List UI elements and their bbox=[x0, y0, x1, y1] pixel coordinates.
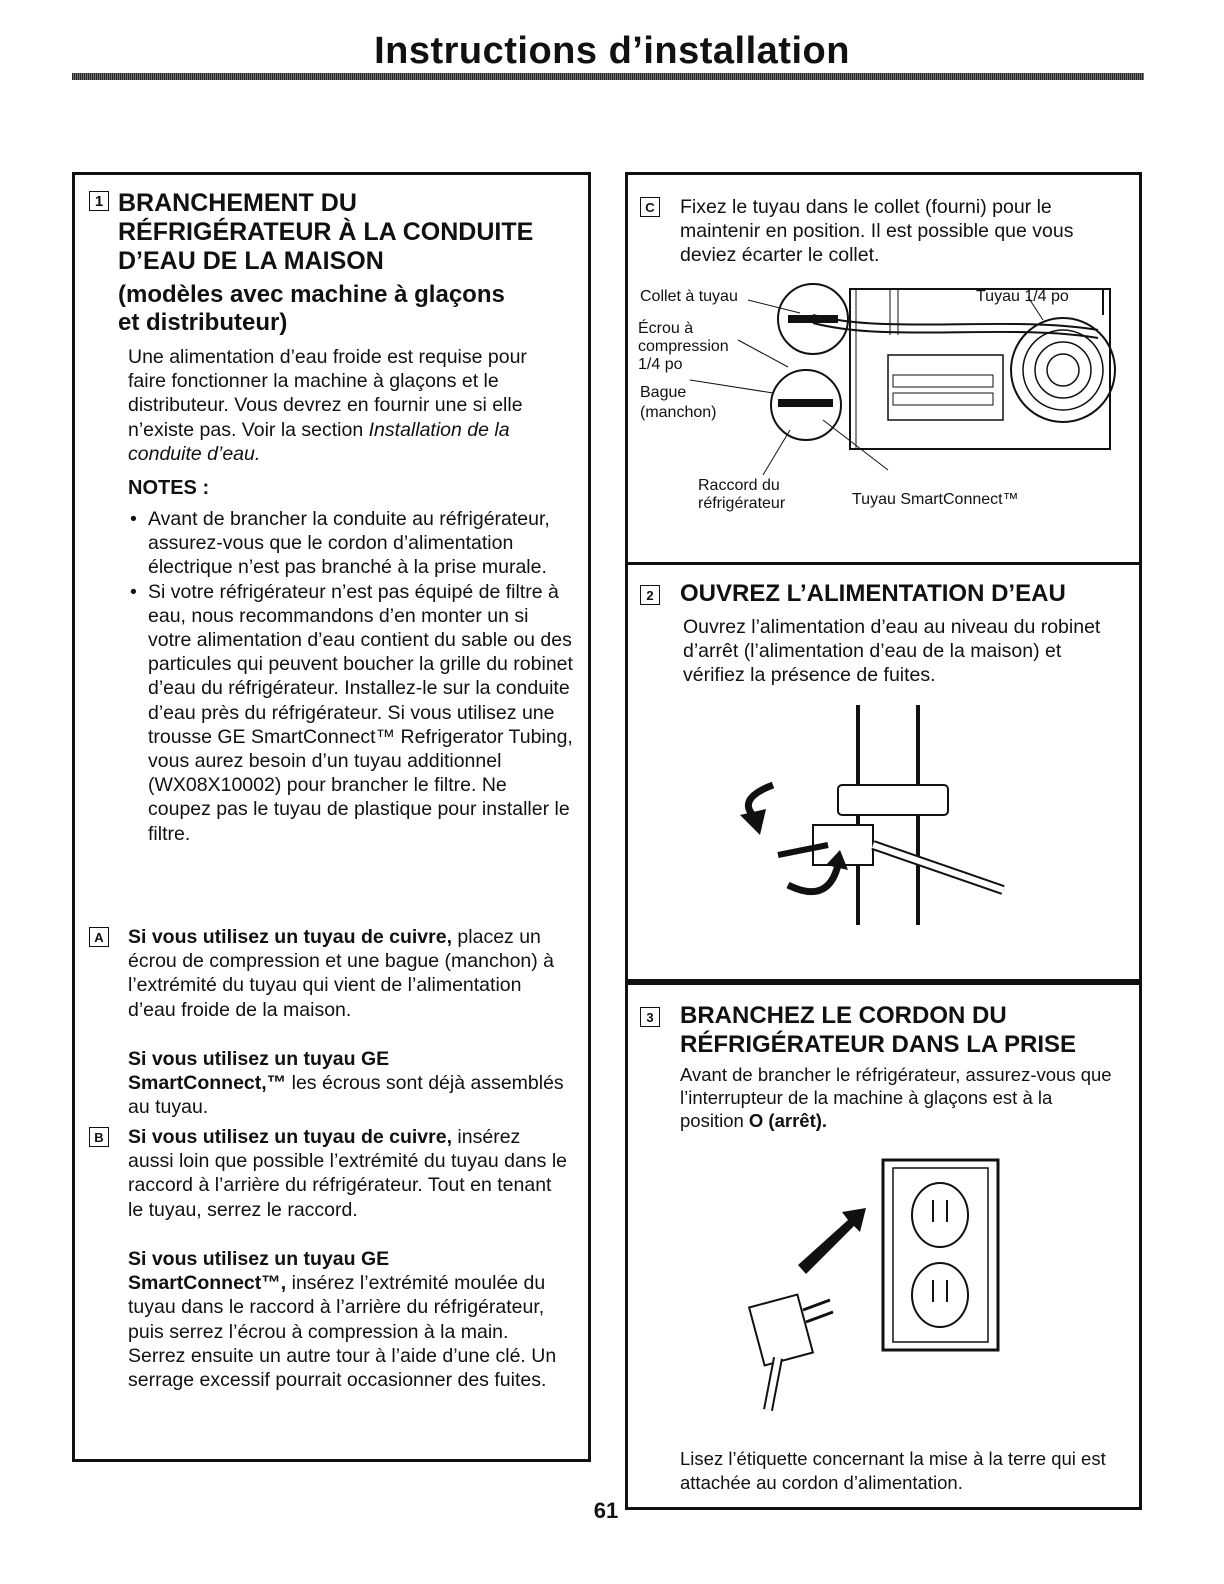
label-line: Raccord du bbox=[698, 477, 780, 494]
step-number: 2 bbox=[640, 585, 660, 605]
step-letter: B bbox=[89, 1127, 109, 1147]
section-water-connection bbox=[72, 172, 591, 1462]
notes-list bbox=[128, 507, 573, 846]
step-3-heading bbox=[680, 1001, 1140, 1059]
subheading-line: (modèles avec machine à glaçons bbox=[118, 281, 505, 308]
page-title: Instructions d’installation bbox=[374, 30, 850, 72]
notes-label: NOTES : bbox=[128, 477, 210, 499]
step-b-body: insérez aussi loin que possible l’extrémité du tuyau dans le raccord à l’arrière du réfrigérateur. Tout en tenant le tuyau, serrez le raccord. bbox=[128, 1126, 568, 1221]
step-c-text: Fixez le tuyau dans le collet (fourni) pour le maintenir en position. Il est possible que vous deviez écarter le collet. bbox=[680, 196, 1074, 267]
step-3-footer-text: Lisez l’étiquette concernant la mise à la terre qui est attachée au cordon d’alimentation. bbox=[680, 1448, 1106, 1493]
section-heading bbox=[118, 189, 578, 276]
step-b2-body: insérez l’extrémité moulée du tuyau dans le raccord à l’arrière du réfrigérateur, puis serrez l’écrou à compression à la main. Serrez ensuite un autre tour à l’aide d’une clé. Un serrage excessif pourrait occasionner des fuites. bbox=[128, 1272, 557, 1392]
step-b2-text bbox=[128, 1247, 568, 1392]
section-subheading bbox=[118, 281, 588, 337]
step-1-badge bbox=[89, 191, 109, 211]
label-bague bbox=[640, 383, 716, 423]
title-rule bbox=[72, 73, 1144, 80]
step-b-badge bbox=[89, 1127, 109, 1147]
step-a-bold: Si vous utilisez un tuyau de cuivre, bbox=[128, 926, 452, 948]
intro-reference: Installation de la conduite d’eau. bbox=[128, 418, 510, 465]
section-step-2 bbox=[625, 562, 1142, 982]
label-line: 1/4 po bbox=[638, 356, 683, 373]
step-a2-body: les écrous sont déjà assemblés au tuyau. bbox=[128, 1072, 564, 1119]
label-tuyau-14: Tuyau 1/4 po bbox=[976, 288, 1069, 305]
label-raccord bbox=[698, 477, 785, 513]
step-3-bold: O (arrêt). bbox=[748, 1110, 828, 1131]
step-3-text bbox=[680, 1063, 1120, 1132]
label-collet: Collet à tuyau bbox=[640, 288, 738, 305]
label-ecrou bbox=[638, 320, 729, 374]
intro-paragraph bbox=[128, 345, 566, 466]
heading-line: BRANCHEZ LE CORDON DU bbox=[680, 1002, 1007, 1029]
label-line: réfrigérateur bbox=[698, 495, 786, 512]
step-c-badge bbox=[640, 197, 660, 217]
outlet-illustration bbox=[738, 1150, 1028, 1430]
label-smartconnect: Tuyau SmartConnect™ bbox=[852, 491, 1019, 508]
step-a-body: placez un écrou de compression et une bague (manchon) à l’extrémité du tuyau qui vient de l’alimentation d’eau froide de la maison. bbox=[128, 926, 555, 1021]
step-b-text bbox=[128, 1125, 568, 1222]
step-b2-bold: SmartConnect™, bbox=[128, 1272, 287, 1295]
step-number: 3 bbox=[640, 1007, 660, 1027]
step-2-badge bbox=[640, 585, 660, 605]
page-number: 61 bbox=[593, 1498, 619, 1523]
step-a2-text bbox=[128, 1047, 568, 1120]
step-2-text: Ouvrez l’alimentation d’eau au niveau du robinet d’arrêt (l’alimentation d’eau de la maison) et vérifiez la présence de fuites. bbox=[683, 616, 1101, 687]
step-2-heading: OUVREZ L’ALIMENTATION D’EAU bbox=[680, 580, 1066, 607]
heading-line: BRANCHEMENT DU bbox=[118, 189, 357, 217]
section-step-3 bbox=[625, 982, 1142, 1510]
label-line: compression bbox=[638, 338, 729, 355]
heading-line: RÉFRIGÉRATEUR DANS LA PRISE bbox=[680, 1031, 1077, 1058]
section-step-c bbox=[625, 172, 1142, 565]
heading-line: RÉFRIGÉRATEUR À LA CONDUITE bbox=[118, 218, 534, 246]
label-line: Écrou à bbox=[638, 320, 694, 337]
step-number: 1 bbox=[89, 191, 109, 211]
heading-line: D’EAU DE LA MAISON bbox=[118, 247, 384, 275]
step-a-text bbox=[128, 925, 568, 1022]
step-letter: C bbox=[640, 197, 660, 217]
label-line: Bague bbox=[640, 384, 687, 401]
valve-illustration bbox=[718, 705, 1048, 945]
step-3-badge bbox=[640, 1007, 660, 1027]
label-line: (manchon) bbox=[640, 404, 717, 421]
step-letter: A bbox=[89, 927, 109, 947]
step-a-badge bbox=[89, 927, 109, 947]
step-a2-bold: SmartConnect,™ bbox=[128, 1072, 287, 1095]
intro-text: Une alimentation d’eau froide est requise pour faire fonctionner la machine à glaçons et le distributeur. Vous devrez en fournir une si elle n’existe pas. Voir la section bbox=[128, 346, 527, 441]
step-3-body: Avant de brancher le réfrigérateur, assurez-vous que l’interrupteur de la machine à glaçons est à la position bbox=[680, 1064, 1112, 1131]
step-b2-bold: Si vous utilisez un tuyau GE bbox=[128, 1248, 390, 1270]
subheading-line: et distributeur) bbox=[118, 309, 288, 336]
note-item: • Si votre réfrigérateur n’est pas équipé de filtre à eau, nous recommandons d’en monter un si votre alimentation d’eau contient du sable ou des particules qui peuvent boucher la grille du robinet d’eau du réfrigérateur. Installez-le sur la conduite d’eau près du réfrigérateur. Si vous utilisez une trousse GE SmartConnect™ Refrigerator Tubing, vous aurez besoin d’un tuyau additionnel (WX08X10002) pour brancher le filtre. Ne coupez pas le tuyau de plastique pour installer le filtre. bbox=[148, 580, 573, 846]
step-b-bold: Si vous utilisez un tuyau de cuivre, bbox=[128, 1126, 452, 1148]
note-item: • Avant de brancher la conduite au réfrigérateur, assurez-vous que le cordon d’alimentation électrique n’est pas branché à la prise murale. bbox=[148, 507, 573, 580]
step-a2-bold: Si vous utilisez un tuyau GE bbox=[128, 1048, 390, 1070]
